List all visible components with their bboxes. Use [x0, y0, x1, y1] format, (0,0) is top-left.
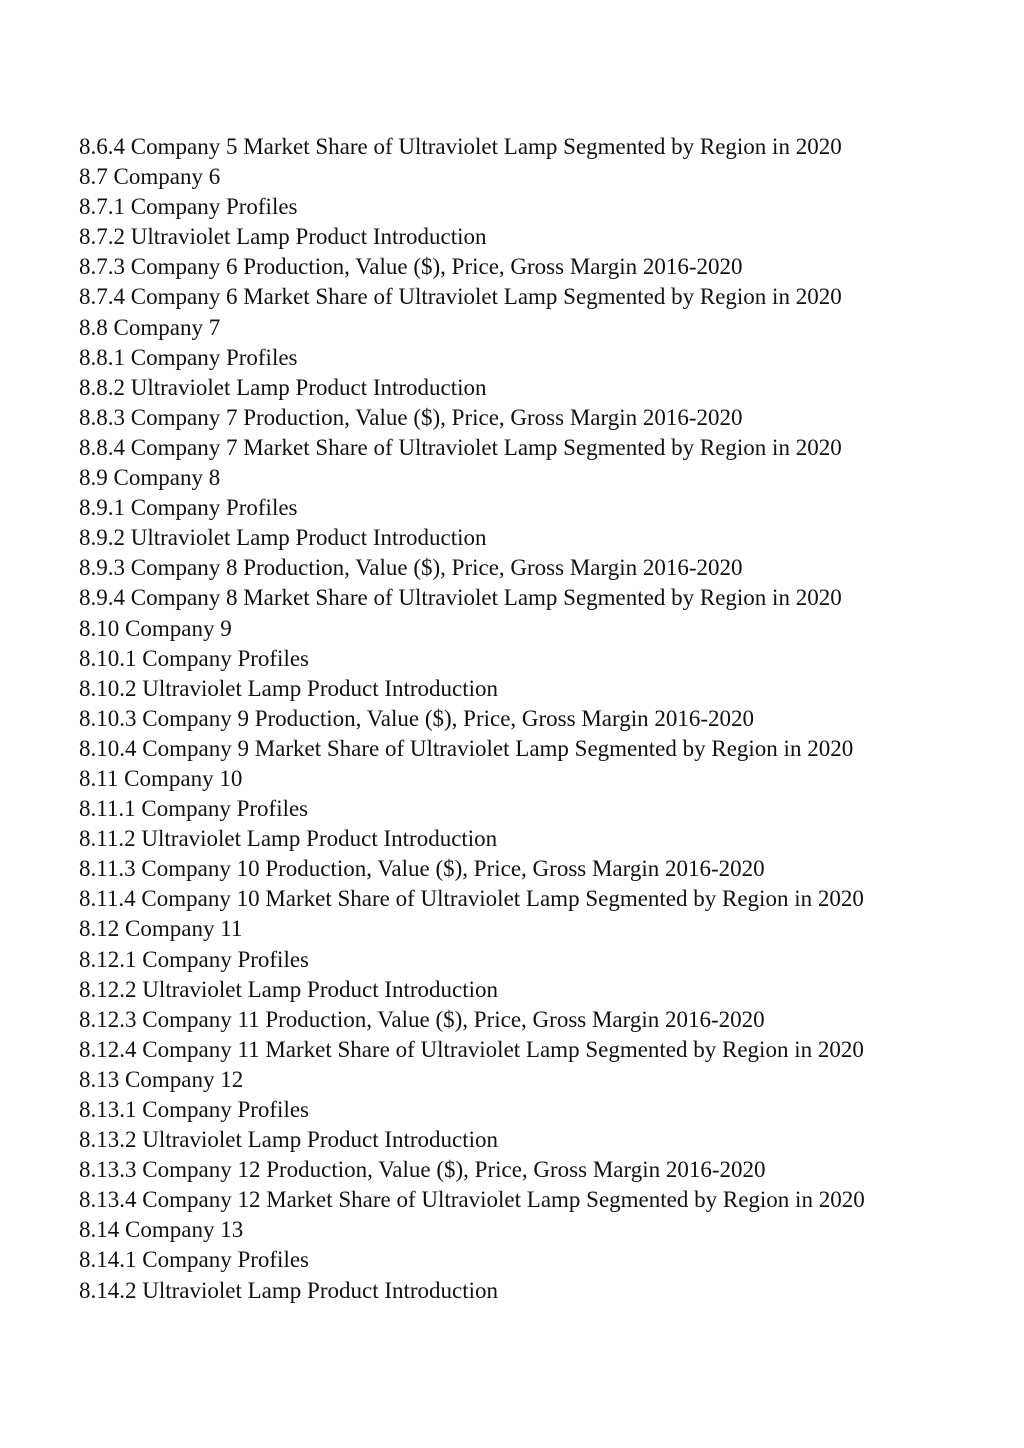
toc-entry: 8.9 Company 8	[79, 465, 221, 491]
toc-entry: 8.8.2 Ultraviolet Lamp Product Introduction	[79, 374, 487, 400]
toc-entry: 8.11.4 Company 10 Market Share of Ultraviolet Lamp Segmented by Region in 2020	[79, 886, 864, 912]
toc-entry: 8.14 Company 13	[79, 1217, 244, 1243]
toc-entry: 8.11.3 Company 10 Production, Value ($), Price, Gross Margin 2016-2020	[79, 856, 765, 882]
toc-entry: 8.12.2 Ultraviolet Lamp Product Introduction	[79, 976, 499, 1002]
table-of-contents	[79, 132, 865, 1306]
toc-entry: 8.12.1 Company Profiles	[79, 946, 309, 972]
toc-entry: 8.12.4 Company 11 Market Share of Ultraviolet Lamp Segmented by Region in 2020	[79, 1036, 864, 1062]
toc-entry: 8.14.2 Ultraviolet Lamp Product Introduction	[79, 1277, 499, 1303]
toc-entry: 8.10.4 Company 9 Market Share of Ultraviolet Lamp Segmented by Region in 2020	[79, 735, 854, 761]
toc-entry: 8.7.1 Company Profiles	[79, 194, 298, 220]
toc-entry: 8.8.4 Company 7 Market Share of Ultraviolet Lamp Segmented by Region in 2020	[79, 434, 842, 460]
toc-entry: 8.9.3 Company 8 Production, Value ($), Price, Gross Margin 2016-2020	[79, 555, 743, 581]
toc-entry: 8.12 Company 11	[79, 916, 243, 942]
toc-entry: 8.14.1 Company Profiles	[79, 1247, 309, 1273]
toc-entry: 8.11.1 Company Profiles	[79, 796, 309, 822]
toc-entry: 8.13.3 Company 12 Production, Value ($), Price, Gross Margin 2016-2020	[79, 1157, 766, 1183]
toc-entry: 8.11.2 Ultraviolet Lamp Product Introduction	[79, 826, 498, 852]
toc-entry: 8.7.3 Company 6 Production, Value ($), Price, Gross Margin 2016-2020	[79, 254, 743, 280]
toc-entry: 8.6.4 Company 5 Market Share of Ultraviolet Lamp Segmented by Region in 2020	[79, 134, 842, 159]
toc-entry: 8.10.3 Company 9 Production, Value ($), Price, Gross Margin 2016-2020	[79, 705, 755, 731]
toc-entry: 8.11 Company 10	[79, 765, 243, 791]
toc-entry: 8.9.2 Ultraviolet Lamp Product Introduction	[79, 525, 487, 551]
toc-entry: 8.8.3 Company 7 Production, Value ($), Price, Gross Margin 2016-2020	[79, 404, 743, 430]
toc-entry: 8.7.4 Company 6 Market Share of Ultraviolet Lamp Segmented by Region in 2020	[79, 284, 842, 310]
toc-entry: 8.7.2 Ultraviolet Lamp Product Introduction	[79, 224, 487, 250]
toc-entry: 8.13.2 Ultraviolet Lamp Product Introduction	[79, 1127, 499, 1153]
toc-entry: 8.12.3 Company 11 Production, Value ($), Price, Gross Margin 2016-2020	[79, 1006, 765, 1032]
toc-entry: 8.8.1 Company Profiles	[79, 344, 298, 370]
toc-entry: 8.9.4 Company 8 Market Share of Ultraviolet Lamp Segmented by Region in 2020	[79, 585, 842, 611]
toc-entry: 8.7 Company 6	[79, 164, 221, 190]
toc-entry: 8.10.1 Company Profiles	[79, 645, 309, 671]
toc-entry: 8.8 Company 7	[79, 314, 221, 340]
toc-entry: 8.9.1 Company Profiles	[79, 495, 298, 521]
toc-entry: 8.13 Company 12	[79, 1066, 244, 1092]
toc-entry: 8.13.1 Company Profiles	[79, 1097, 309, 1122]
toc-entry: 8.10 Company 9	[79, 615, 232, 641]
toc-entry: 8.13.4 Company 12 Market Share of Ultraviolet Lamp Segmented by Region in 2020	[79, 1187, 865, 1213]
toc-entry: 8.10.2 Ultraviolet Lamp Product Introduction	[79, 675, 499, 701]
